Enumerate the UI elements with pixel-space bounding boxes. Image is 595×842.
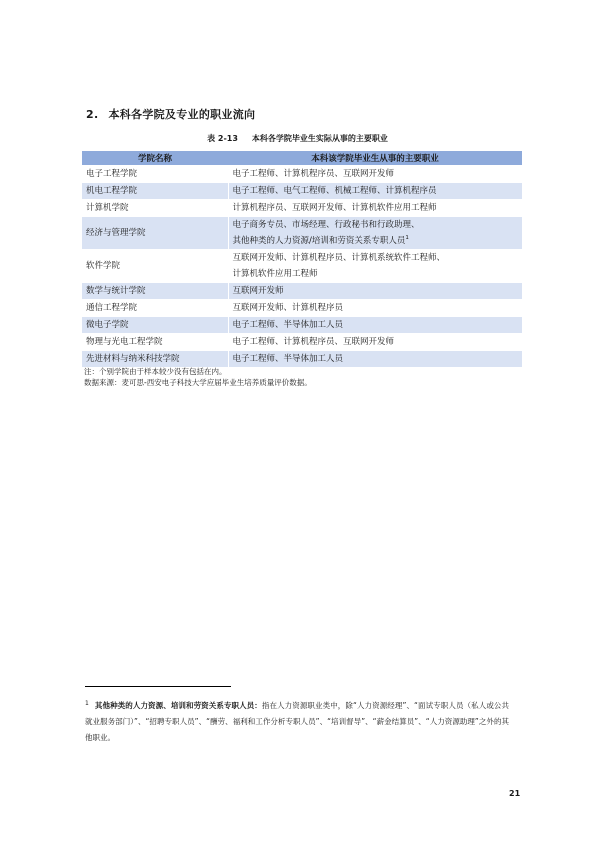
table-row [82,351,522,368]
occupations-cell [228,334,522,351]
occupation-line [233,300,519,316]
table-caption-id: 表 2-13 [207,134,238,143]
occupation-line [233,317,519,333]
section-title: 本科各学院及专业的职业流向 [108,108,256,121]
table-row [82,217,522,250]
table-notes [84,366,312,388]
occupation-line [233,351,519,367]
header-college: 学院名称 [82,151,228,166]
occupations-cell [228,250,522,283]
occupation-line [233,166,519,182]
occupation-text: 计算机程序员、互联网开发师、计算机软件应用工程师 [232,203,437,213]
college-name-cell: 数学与统计学院 [82,283,228,300]
table-row [82,283,522,300]
occupations-cell [228,183,522,200]
occupation-text: 电子工程师、计算机程序员、互联网开发师 [232,337,395,347]
occupation-table [82,151,522,368]
table-row [82,183,522,200]
occupation-text: 其他种类的人力资源/培训和劳资关系专职人员 [232,236,406,246]
page-number: 21 [509,789,521,798]
footnote-text: 指在人力资源职业类中，除“人力资源经理”、“面试专职人员（私人或公共就业服务部门）”、“招聘专职人员”、“酬劳、福利和工作分析专职人员”、“培训督导”、“薪金结算员”、“人力资源助理”之外的其他职业。 [85,701,510,742]
occupation-line [233,250,519,266]
occupation-text: 计算机软件应用工程师 [232,269,318,279]
college-name-cell: 软件学院 [82,250,228,283]
occupation-text: 互联网开发师 [232,286,284,296]
occupations-cell [228,317,522,334]
section-heading [86,106,255,122]
college-name-cell: 经济与管理学院 [82,217,228,250]
footnote-term: 其他种类的人力资源、培训和劳资关系专职人员： [94,701,262,710]
college-name-cell: 电子工程学院 [82,166,228,183]
college-name-cell: 通信工程学院 [82,300,228,317]
occupation-text: 电子工程师、电气工程师、机械工程师、计算机程序员 [232,186,437,196]
footnote [85,698,509,746]
occupations-cell [228,166,522,183]
table-row [82,317,522,334]
occupation-line [233,283,519,299]
occupations-cell [228,300,522,317]
header-occupations: 本科该学院毕业生从事的主要职业 [228,151,522,166]
occupation-text: 电子工程师、半导体加工人员 [232,320,344,330]
college-name-cell: 先进材料与纳米科技学院 [82,351,228,368]
college-name-cell: 计算机学院 [82,200,228,217]
table-caption-title: 本科各学院毕业生实际从事的主要职业 [251,134,388,143]
occupation-line [233,233,519,249]
table-note: 注：个别学院由于样本较少没有包括在内。 [84,367,227,376]
occupation-line [233,183,519,199]
occupation-line [233,334,519,350]
occupations-cell [228,217,522,250]
occupations-cell [228,351,522,368]
footnote-reference: 1 [405,235,409,242]
footnote-divider [85,686,231,687]
occupation-text: 电子商务专员、市场经理、行政秘书和行政助理、 [232,220,420,230]
occupation-line [233,217,519,233]
table-row [82,300,522,317]
table-row [82,250,522,283]
occupation-text: 互联网开发师、计算机程序员、计算机系统软件工程师、 [232,253,446,263]
data-source: 数据来源：麦可思-西安电子科技大学应届毕业生培养质量评价数据。 [84,378,312,387]
footnote-mark: 1 [85,699,89,707]
occupation-line [233,200,519,216]
table-row [82,200,522,217]
table-body [82,166,522,368]
occupations-cell [228,200,522,217]
section-number: 2. [86,108,99,121]
college-name-cell: 物理与光电工程学院 [82,334,228,351]
occupations-cell [228,283,522,300]
table-row [82,166,522,183]
occupation-line [233,266,519,282]
table-caption [0,133,595,144]
table-row [82,334,522,351]
college-name-cell: 微电子学院 [82,317,228,334]
table-header-row [82,151,522,166]
occupation-text: 互联网开发师、计算机程序员 [232,303,344,313]
college-name-cell: 机电工程学院 [82,183,228,200]
occupation-text: 电子工程师、半导体加工人员 [232,354,344,364]
occupation-text: 电子工程师、计算机程序员、互联网开发师 [232,169,395,179]
